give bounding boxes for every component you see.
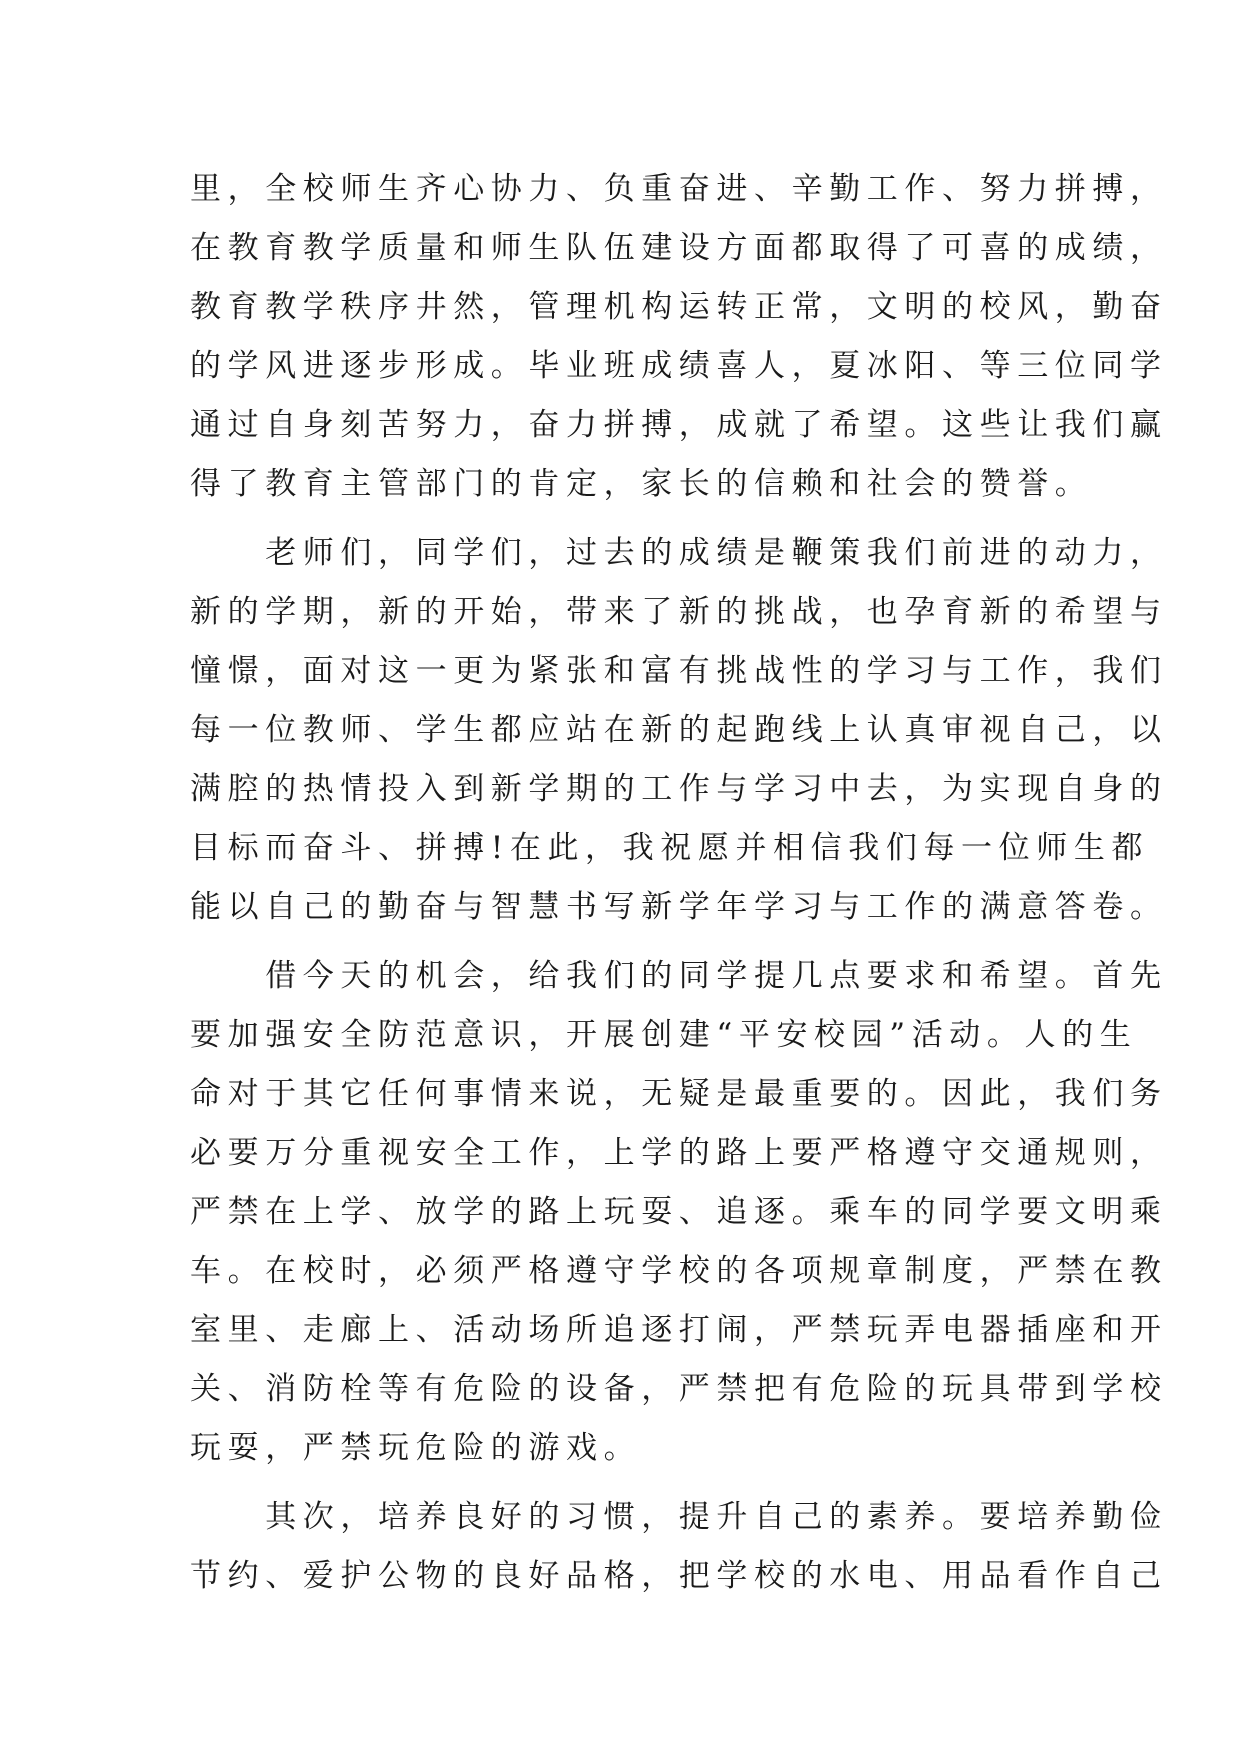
text-line: 严禁在上学、放学的路上玩耍、追逐。乘车的同学要文明乘 bbox=[190, 1194, 1168, 1230]
paragraph-gap bbox=[190, 514, 1070, 524]
text-line: 得了教育主管部门的肯定，家长的信赖和社会的赞誉。 bbox=[190, 466, 1093, 502]
text-line: 其次，培养良好的习惯，提升自己的素养。要培养勤俭 bbox=[190, 1499, 1168, 1535]
text-line: 玩耍，严禁玩危险的游戏。 bbox=[190, 1430, 642, 1466]
text-line: 命对于其它任何事情来说，无疑是最重要的。因此，我们务 bbox=[190, 1076, 1168, 1112]
document-body bbox=[190, 160, 1168, 1606]
text-line: 新的学期，新的开始，带来了新的挑战，也孕育新的希望与 bbox=[190, 594, 1168, 630]
paragraph bbox=[190, 160, 1168, 514]
text-line: 车。在校时，必须严格遵守学校的各项规章制度，严禁在教 bbox=[190, 1253, 1168, 1289]
text-line: 憧憬，面对这一更为紧张和富有挑战性的学习与工作，我们 bbox=[190, 653, 1168, 689]
text-line: 老师们，同学们，过去的成绩是鞭策我们前进的动力， bbox=[190, 535, 1168, 571]
text-line: 满腔的热情投入到新学期的工作与学习中去，为实现自身的 bbox=[190, 771, 1168, 807]
paragraph bbox=[190, 1488, 1168, 1606]
text-line: 里，全校师生齐心协力、负重奋进、辛勤工作、努力拼搏， bbox=[190, 171, 1168, 207]
text-line: 必要万分重视安全工作，上学的路上要严格遵守交通规则， bbox=[190, 1135, 1168, 1171]
text-line: 的学风进逐步形成。毕业班成绩喜人，夏冰阳、等三位同学 bbox=[190, 348, 1168, 384]
text-line: 教育教学秩序井然，管理机构运转正常，文明的校风，勤奋 bbox=[190, 289, 1168, 325]
text-line: 通过自身刻苦努力，奋力拼搏，成就了希望。这些让我们赢 bbox=[190, 407, 1168, 443]
text-line: 能以自己的勤奋与智慧书写新学年学习与工作的满意答卷。 bbox=[190, 889, 1168, 925]
text-line: 目标而奋斗、拼搏!在此，我祝愿并相信我们每一位师生都 bbox=[190, 830, 1150, 866]
text-line: 关、消防栓等有危险的设备，严禁把有危险的玩具带到学校 bbox=[190, 1371, 1168, 1407]
text-line: 节约、爱护公物的良好品格，把学校的水电、用品看作自己 bbox=[190, 1558, 1168, 1594]
paragraph bbox=[190, 947, 1168, 1478]
paragraph bbox=[190, 524, 1168, 937]
text-line: 每一位教师、学生都应站在新的起跑线上认真审视自己，以 bbox=[190, 712, 1168, 748]
paragraph-gap bbox=[190, 1478, 1070, 1488]
text-line: 借今天的机会，给我们的同学提几点要求和希望。首先 bbox=[190, 958, 1168, 994]
text-line: 在教育教学质量和师生队伍建设方面都取得了可喜的成绩， bbox=[190, 230, 1168, 266]
paragraph-gap bbox=[190, 937, 1070, 947]
text-line: 室里、走廊上、活动场所追逐打闹，严禁玩弄电器插座和开 bbox=[190, 1312, 1168, 1348]
text-line: 要加强安全防范意识，开展创建“平安校园”活动。人的生 bbox=[190, 1017, 1138, 1053]
